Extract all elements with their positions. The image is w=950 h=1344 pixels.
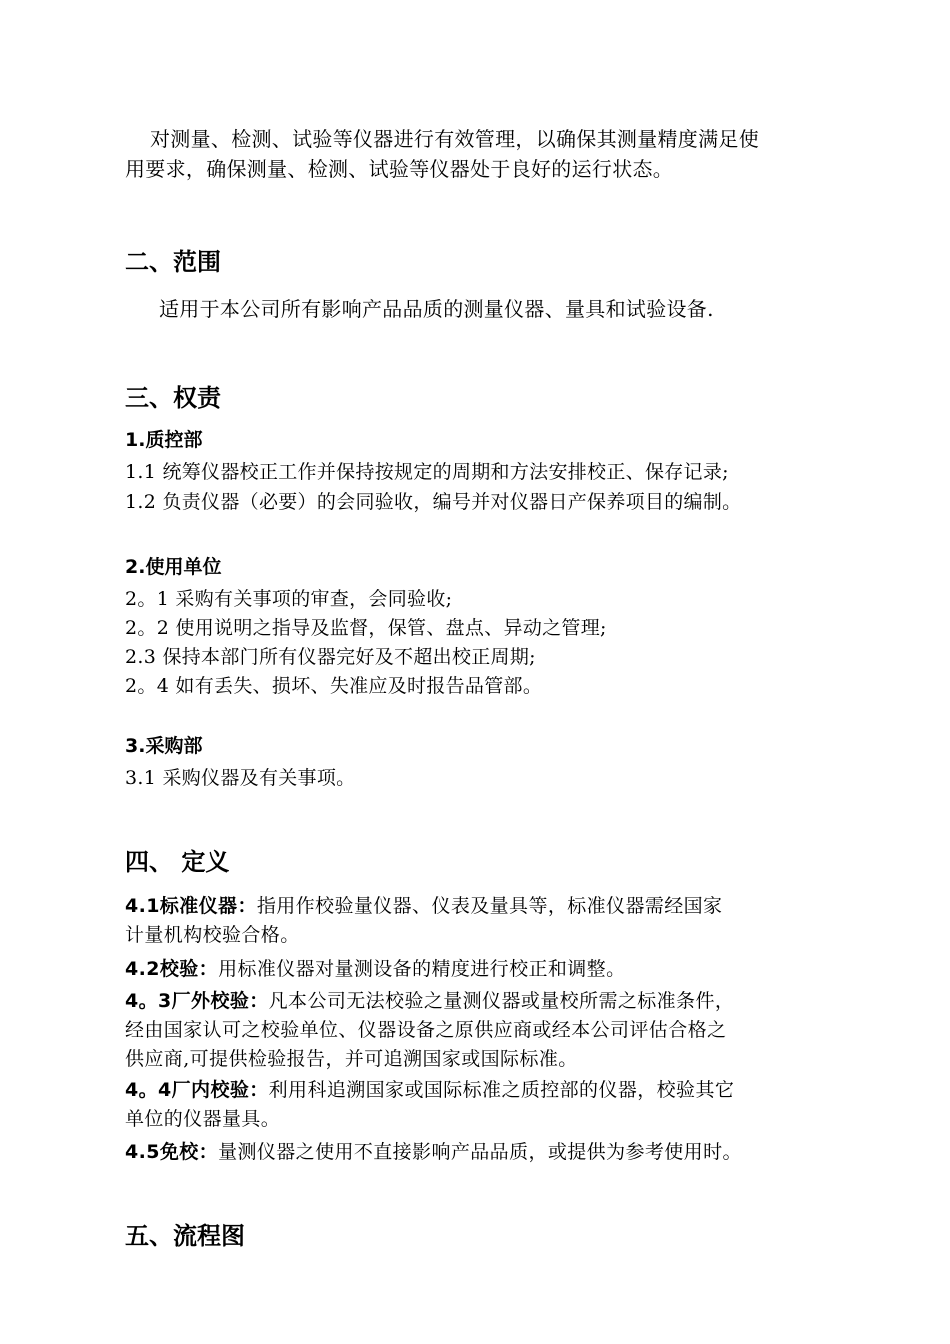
duty-item: 2。2 使用说明之指导及监督，保管、盘点、异动之管理; (125, 617, 607, 639)
flowchart-heading: 五、流程图 (125, 1222, 245, 1250)
duty-item: 1.2 负责仪器（必要）的会同验收，编号并对仪器日产保养项目的编制。 (125, 491, 742, 513)
duty-item: 2。4 如有丢失、损坏、失准应及时报告品管部。 (125, 675, 543, 697)
duty-item: 2。1 采购有关事项的审查，会同验收; (125, 588, 453, 610)
definition-4-3 (125, 987, 734, 1074)
definition-text: 用标准仪器对量测设备的精度进行校正和调整。 (218, 958, 626, 980)
definition-text: 量测仪器之使用不直接影响产品品质，或提供为参考使用时。 (218, 1141, 742, 1163)
definition-text: 指用作校验量仪器、仪表及量具等，标准仪器需经国家 (256, 895, 723, 917)
definition-term: 4.2校验： (125, 958, 219, 980)
purpose-line-1: 对测量、检测、试验等仪器进行有效管理，以确保其测量精度满足使 (150, 127, 759, 151)
duty-group-title-user: 2.使用单位 (125, 556, 222, 578)
definition-term: 4。4厂内校验： (125, 1079, 269, 1101)
definition-4-4 (125, 1076, 734, 1134)
definition-4-1 (125, 892, 722, 950)
definition-text: 利用科追溯国家或国际标准之质控部的仪器，校验其它 (268, 1079, 735, 1101)
duty-item: 3.1 采购仪器及有关事项。 (125, 767, 356, 789)
definition-text: 计量机构校验合格。 (125, 924, 300, 946)
definition-term: 4。3厂外校验： (125, 990, 269, 1012)
duty-item: 2.3 保持本部门所有仪器完好及不超出校正周期; (125, 646, 536, 668)
definition-term: 4.5免校： (125, 1141, 219, 1163)
definition-text: 凡本公司无法校验之量测仪器或量校所需之标准条件， (268, 990, 735, 1012)
scope-text: 适用于本公司所有影响产品品质的测量仪器、量具和试验设备. (159, 297, 714, 321)
definition-text: 供应商,可提供检验报告，并可追溯国家或国际标准。 (125, 1048, 578, 1070)
definition-term: 4.1标准仪器： (125, 895, 257, 917)
definitions-heading: 四、 定义 (125, 848, 230, 876)
purpose-line-2: 用要求，确保测量、检测、试验等仪器处于良好的运行状态。 (125, 157, 674, 181)
duty-group-title-purchasing: 3.采购部 (125, 735, 203, 757)
scope-heading: 二、范围 (125, 248, 221, 276)
duties-heading: 三、权责 (125, 384, 221, 412)
duty-group-title-qc: 1.质控部 (125, 429, 203, 451)
definition-4-2 (125, 955, 625, 984)
definition-text: 单位的仪器量具。 (125, 1108, 281, 1130)
definition-4-5 (125, 1138, 742, 1167)
duty-item: 1.1 统筹仪器校正工作并保持按规定的周期和方法安排校正、保存记录; (125, 461, 729, 483)
definition-text: 经由国家认可之校验单位、仪器设备之原供应商或经本公司评估合格之 (125, 1019, 727, 1041)
